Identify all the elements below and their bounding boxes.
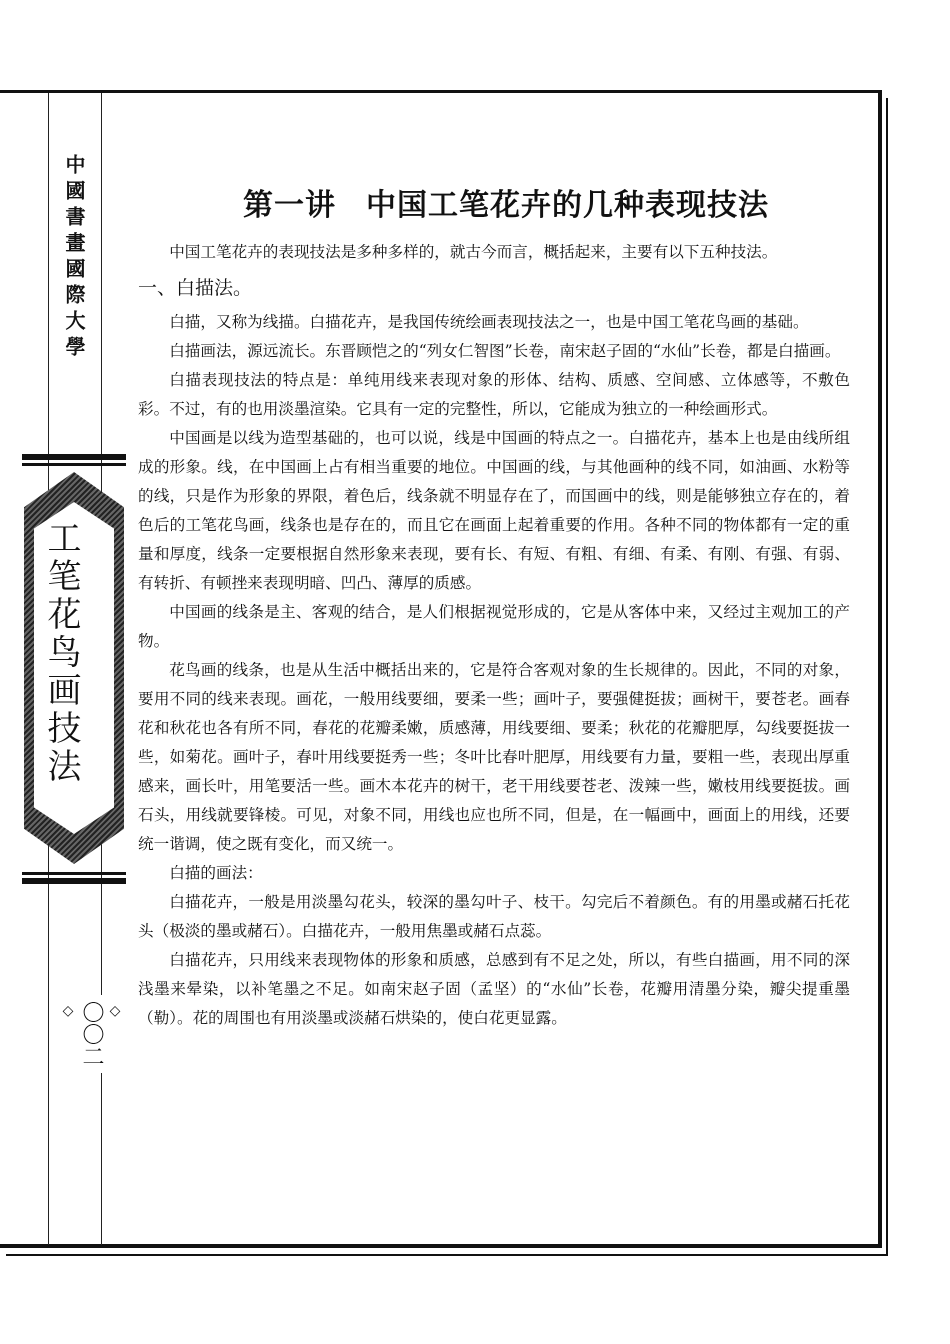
body-paragraph: 白描花卉，一般是用淡墨勾花头，较深的墨勾叶子、枝干。勾完后不着颜色。有的用墨或赭石托花头（极淡的墨或赭石）。白描花卉，一般用焦墨或赭石点蕊。 [138, 893, 850, 940]
diamond-icon: ◇ [60, 1003, 76, 1019]
body-paragraph: 白描，又称为线描。白描花卉，是我国传统绘画表现技法之一，也是中国工笔花鸟画的基础。 [169, 313, 809, 331]
plaque-bottom-bar [22, 878, 126, 884]
plaque-top-bar-thin [22, 463, 126, 466]
page-number: 〇〇二 [79, 1001, 104, 1067]
section-heading: 一、白描法。 [138, 277, 253, 299]
diamond-icon: ◇ [107, 1003, 123, 1019]
body-paragraph: 白描表现技法的特点是：单纯用线来表现对象的形体、结构、质感、空间感、立体感等，不敷色彩。不过，有的也用淡墨渲染。它具有一定的完整性，所以，它能成为独立的一种绘画形式。 [138, 371, 850, 418]
chapter-name: 中国工笔花卉的几种表现技法 [366, 188, 769, 223]
body-paragraph: 花鸟画的线条，也是从生活中概括出来的，它是符合客观对象的生长规律的。因此，不同的对象，要用不同的线来表现。画花，一般用线要细，要柔一些；画叶子，要强健挺拔；画树干，要苍老。画春花和秋花也各有所不同，春花的花瓣柔嫩，质感薄，用线要细、要柔；秋花的花瓣肥厚，勾线要挺拔一些，如菊花。画叶子，春叶用线要挺秀一些；冬叶比春叶肥厚，用线要有力量，要粗一些，表现出厚重感来，画长叶，用笔要活一些。画木本花卉的树干，老干用线要苍老、泼辣一些，嫩枝用线要挺拔。画石头，用线就要锋棱。可见，对象不同，用线也应也所不同，但是，在一幅画中，画面上的用线，还要统一谐调，使之既有变化，而又统一。 [138, 661, 850, 853]
plaque-top-bar [22, 454, 126, 460]
chapter-title [138, 180, 850, 224]
page-number-block [60, 995, 123, 1073]
body-paragraph: 中国画的线条是主、客观的结合，是人们根据视觉形成的，它是从客体中来，又经过主观加工的产物。 [138, 603, 850, 650]
intro-paragraph: 中国工笔花卉的表现技法是多种多样的，就古今而言，概括起来，主要有以下五种技法。 [169, 243, 778, 261]
series-title: 中國書畫國際大學 [60, 150, 89, 366]
body-paragraph: 白描的画法： [169, 864, 263, 882]
lecture-number: 第一讲 [243, 188, 336, 223]
body-paragraph: 中国画是以线为造型基础的，也可以说，线是中国画的特点之一。白描花卉，基本上也是由线所组成的形象。线，在中国画上占有相当重要的地位。中国画的线，与其他画种的线不同，如油画、水粉等的线，只是作为形象的界限，着色后，线条就不明显存在了，而国画中的线，则是能够独立存在的，着色后的工笔花鸟画，线条也是存在的，而且它在画面上起着重要的作用。各种不同的物体都有一定的重量和厚度，线条一定要根据自然形象来表现，要有长、有短、有粗、有细、有柔、有刚、有强、有弱、有转折、有顿挫来表现明暗、凹凸、薄厚的质感。 [138, 429, 850, 592]
body-paragraph: 白描花卉，只用线来表现物体的形象和质感，总感到有不足之处，所以，有些白描画，用不同的深浅墨来晕染，以补笔墨之不足。如南宋赵子固（孟坚）的“水仙”长卷，花瓣用清墨分染，瓣尖提重墨（勒）。花的周围也有用淡墨或淡赭石烘染的，使白花更显露。 [138, 951, 850, 1027]
book-title: 工笔花鸟画技法 [41, 520, 81, 786]
body-paragraph: 白描画法，源远流长。东晋顾恺之的“列女仁智图”长卷，南宋赵子固的“水仙”长卷，都是白描画。 [169, 342, 841, 360]
plaque-bottom-bar-thin [22, 872, 126, 875]
main-content [138, 180, 850, 1033]
